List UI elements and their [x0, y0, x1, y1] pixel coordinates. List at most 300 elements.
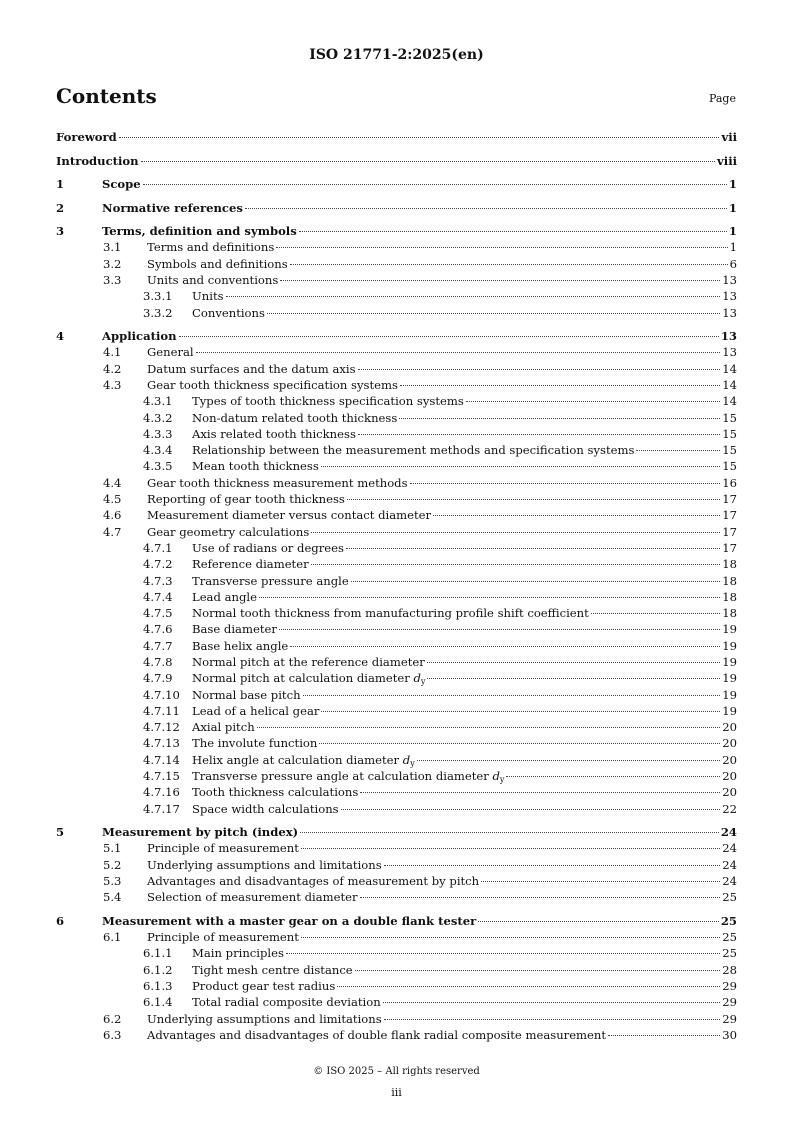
toc-entry-title [147, 858, 382, 872]
document-header: ISO 21771-2:2025(en) [309, 47, 484, 63]
toc-entry[interactable] [56, 963, 737, 979]
toc-entry-symbol-subscript: y [420, 677, 426, 686]
toc-entry[interactable] [56, 785, 737, 801]
toc-entry-number: 4.7.11 [143, 704, 180, 718]
toc-entry-page: 15 [722, 459, 737, 473]
toc-entry-title-text: Gear geometry calculations [147, 525, 310, 539]
toc-entry[interactable] [56, 979, 737, 995]
toc-entry-title-text: Normal tooth thickness from manufacturing profile shift coefficient [192, 606, 589, 620]
toc-entry-number: 4.7.7 [143, 639, 173, 653]
toc-entry-number: 4.7.8 [143, 655, 173, 669]
toc-entry-title [192, 622, 277, 636]
toc-entry-number: 4.2 [103, 362, 122, 376]
toc-entry-number: 4.3 [103, 378, 122, 392]
toc-entry-title [147, 492, 345, 506]
toc-entry-number: 4.7.14 [143, 753, 180, 767]
toc-entry-title-text: Lead of a helical gear [192, 704, 320, 718]
toc-entry-page: 25 [722, 890, 737, 904]
toc-leader-dots [279, 629, 720, 630]
toc-leader-dots [478, 921, 719, 922]
toc-entry-title-text: Helix angle at calculation diameter [192, 753, 400, 767]
toc-entry-title-text: Transverse pressure angle [192, 574, 349, 588]
toc-entry-title-text: Product gear test radius [192, 979, 336, 993]
toc-entry-title [102, 224, 297, 238]
toc-entry[interactable] [56, 362, 737, 378]
toc-entry[interactable] [56, 273, 737, 289]
toc-entry-title [147, 476, 408, 490]
toc-entry-title-text: Use of radians or degrees [192, 541, 344, 555]
toc-entry[interactable] [56, 443, 737, 459]
toc-entry-title-text: Advantages and disadvantages of double flank radial composite measurement [147, 1028, 607, 1042]
toc-entry-title-text: Tight mesh centre distance [192, 963, 353, 977]
toc-entry-number: 6.1.3 [143, 979, 173, 993]
toc-entry-number: 6.1.2 [143, 963, 173, 977]
toc-entry-title [192, 590, 257, 604]
toc-entry-page: 29 [722, 995, 737, 1009]
toc-entry-page: 29 [722, 979, 737, 993]
toc-entry[interactable] [56, 890, 737, 906]
copyright-notice: © ISO 2025 – All rights reserved [313, 1066, 480, 1077]
toc-entry-title [192, 995, 381, 1009]
toc-leader-dots [341, 809, 721, 810]
toc-entry-title [192, 541, 344, 555]
toc-leader-dots [196, 352, 721, 353]
toc-entry[interactable] [56, 930, 737, 946]
toc-leader-dots [347, 499, 720, 500]
toc-entry-title-text: The involute function [192, 736, 318, 750]
toc-leader-dots [427, 662, 720, 663]
toc-entry[interactable] [56, 720, 737, 736]
toc-entry-title [192, 785, 358, 799]
toc-leader-dots [355, 970, 721, 971]
toc-entry-title-text: Terms, definition and symbols [102, 224, 297, 238]
toc-entry-page: 24 [722, 858, 737, 872]
toc-entry-page: 17 [722, 541, 737, 555]
toc-leader-dots [319, 743, 720, 744]
toc-entry-page: 25 [720, 914, 737, 928]
toc-entry-page: 19 [722, 671, 737, 685]
toc-entry-number: 4.1 [103, 345, 122, 359]
toc-entry-title [192, 688, 301, 702]
toc-leader-dots [311, 564, 721, 565]
toc-entry-title-text: Axis related tooth thickness [192, 427, 356, 441]
toc-leader-dots [466, 401, 720, 402]
toc-entry-title-text: Transverse pressure angle at calculation diameter [192, 769, 489, 783]
toc-entry[interactable] [56, 841, 737, 857]
toc-entry-title [147, 525, 309, 539]
toc-leader-dots [337, 986, 720, 987]
toc-entry[interactable] [56, 736, 737, 752]
toc-leader-dots [321, 466, 720, 467]
toc-entry[interactable] [56, 240, 737, 256]
toc-entry-title-text: Reporting of gear tooth thickness [147, 492, 345, 506]
toc-leader-dots [259, 597, 720, 598]
toc-leader-dots [346, 548, 720, 549]
toc-entry-number: 5 [56, 825, 65, 839]
toc-entry-title [192, 606, 589, 620]
toc-leader-dots [384, 865, 721, 866]
toc-entry-title-text: Gear tooth thickness specification systems [147, 378, 398, 392]
toc-entry[interactable] [56, 492, 737, 508]
toc-entry-number: 4.7.1 [143, 541, 173, 555]
toc-entry-number: 4.7.16 [143, 785, 180, 799]
toc-entry[interactable] [56, 130, 737, 146]
toc-entry-number: 4.7.4 [143, 590, 173, 604]
toc-entry-title-text: Tooth thickness calculations [192, 785, 359, 799]
toc-entry-title [192, 459, 319, 473]
toc-entry-number: 4.7.6 [143, 622, 173, 636]
toc-entry-page: 19 [722, 704, 737, 718]
toc-entry-title-text: Datum surfaces and the datum axis [147, 362, 356, 376]
toc-entry-number: 3.1 [103, 240, 122, 254]
toc-entry[interactable] [56, 874, 737, 890]
toc-entry-page: 22 [722, 802, 737, 816]
toc-entry[interactable] [56, 1012, 737, 1028]
toc-entry-title [147, 240, 274, 254]
toc-entry-page: 18 [722, 574, 737, 588]
toc-entry-title-text: Mean tooth thickness [192, 459, 319, 473]
toc-entry[interactable] [56, 639, 737, 655]
toc-entry-number: 4.3.3 [143, 427, 173, 441]
toc-entry-number: 4.6 [103, 508, 122, 522]
toc-entry[interactable] [56, 914, 737, 930]
toc-entry-title-text: Introduction [56, 154, 139, 168]
toc-entry-number: 3.3.2 [143, 306, 173, 320]
toc-entry[interactable] [56, 525, 737, 541]
toc-entry[interactable] [56, 289, 737, 305]
toc-entry-title [192, 979, 335, 993]
toc-entry-title-text: Base diameter [192, 622, 277, 636]
toc-leader-dots [481, 881, 720, 882]
toc-entry-number: 4.5 [103, 492, 122, 506]
toc-entry-page: 1 [728, 201, 737, 215]
toc-entry-title-text: General [147, 345, 194, 359]
toc-entry-title [192, 655, 425, 669]
toc-entry[interactable] [56, 427, 737, 443]
toc-entry-title [102, 201, 243, 215]
toc-entry-title-text: Symbols and definitions [147, 257, 288, 271]
toc-entry-title [192, 289, 224, 303]
toc-entry-title-text: Reference diameter [192, 557, 309, 571]
toc-entry-number: 6.1 [103, 930, 122, 944]
toc-leader-dots [141, 161, 715, 162]
toc-entry-title [56, 130, 117, 144]
toc-leader-dots [119, 137, 720, 138]
toc-leader-dots [301, 848, 720, 849]
toc-leader-dots [351, 581, 721, 582]
toc-leader-dots [636, 450, 720, 451]
toc-entry-title [192, 769, 504, 784]
toc-leader-dots [358, 369, 721, 370]
toc-entry[interactable] [56, 655, 737, 671]
toc-entry-symbol-subscript: y [499, 775, 505, 784]
toc-entry-number: 4.7.2 [143, 557, 173, 571]
toc-leader-dots [384, 1019, 721, 1020]
toc-entry-page: 1 [728, 224, 737, 238]
toc-entry-title-text: Selection of measurement diameter [147, 890, 358, 904]
toc-entry-number: 4.7.17 [143, 802, 180, 816]
toc-entry-title-text: Scope [102, 177, 141, 191]
toc-entry[interactable] [56, 306, 737, 322]
toc-leader-dots [360, 792, 720, 793]
toc-entry-number: 3.3.1 [143, 289, 173, 303]
toc-entry[interactable] [56, 378, 737, 394]
toc-entry-title [192, 574, 349, 588]
toc-entry[interactable] [56, 257, 737, 273]
toc-entry-page: 20 [722, 753, 737, 767]
toc-entry-page: 30 [722, 1028, 737, 1042]
toc-entry[interactable] [56, 825, 737, 841]
toc-entry[interactable] [56, 201, 737, 217]
toc-entry-page: 24 [720, 825, 737, 839]
toc-entry-title-text: Measurement by pitch (index) [102, 825, 299, 839]
toc-entry-title-text: Gear tooth thickness measurement methods [147, 476, 408, 490]
toc-entry-title-text: Normal pitch at calculation diameter [192, 671, 410, 685]
toc-leader-dots [321, 711, 720, 712]
toc-entry-symbol: d [492, 769, 500, 783]
toc-entry-title [192, 427, 356, 441]
toc-leader-dots [286, 953, 720, 954]
toc-entry-title [192, 963, 353, 977]
toc-entry[interactable] [56, 345, 737, 361]
toc-entry-title [147, 508, 431, 522]
toc-entry-page: 28 [722, 963, 737, 977]
contents-title: Contents [56, 84, 157, 108]
toc-entry[interactable] [56, 995, 737, 1011]
toc-entry-title-text: Main principles [192, 946, 284, 960]
toc-leader-dots [299, 231, 727, 232]
toc-entry-number: 4.7.3 [143, 574, 173, 588]
toc-entry-page: 17 [722, 492, 737, 506]
toc-entry-title [192, 753, 415, 768]
toc-entry-number: 4.3.5 [143, 459, 173, 473]
toc-entry-title [147, 345, 194, 359]
toc-entry-page: 18 [722, 557, 737, 571]
toc-leader-dots [245, 208, 727, 209]
toc-entry-title-text: Types of tooth thickness specification systems [192, 394, 464, 408]
toc-entry-page: 15 [722, 427, 737, 441]
toc-entry-number: 4.7 [103, 525, 122, 539]
toc-entry-number: 4 [56, 329, 65, 343]
toc-entry-page: 13 [720, 329, 737, 343]
toc-entry-page: 14 [722, 378, 737, 392]
toc-entry-title [147, 362, 356, 376]
toc-entry[interactable] [56, 329, 737, 345]
toc-leader-dots [360, 897, 721, 898]
toc-entry-page: 19 [722, 622, 737, 636]
toc-entry-title-text: Foreword [56, 130, 117, 144]
toc-entry-title-text: Base helix angle [192, 639, 289, 653]
toc-entry-number: 3.3 [103, 273, 122, 287]
toc-entry-page: 19 [722, 688, 737, 702]
toc-entry-page: 13 [722, 306, 737, 320]
toc-leader-dots [427, 678, 720, 679]
toc-entry-number: 5.2 [103, 858, 122, 872]
toc-entry-number: 4.7.5 [143, 606, 173, 620]
toc-entry[interactable] [56, 411, 737, 427]
toc-entry-number: 5.4 [103, 890, 122, 904]
toc-entry[interactable] [56, 557, 737, 573]
toc-entry-number: 4.7.13 [143, 736, 180, 750]
toc-entry-title-text: Principle of measurement [147, 930, 299, 944]
toc-leader-dots [506, 776, 720, 777]
toc-entry[interactable] [56, 508, 737, 524]
toc-entry[interactable] [56, 769, 737, 785]
toc-entry-page: 20 [722, 736, 737, 750]
toc-entry-title-text: Underlying assumptions and limitations [147, 1012, 382, 1026]
toc-leader-dots [410, 483, 721, 484]
toc-entry[interactable] [56, 946, 737, 962]
toc-entry-title [192, 411, 397, 425]
toc-entry-title [192, 720, 255, 734]
toc-entry-page: 13 [722, 345, 737, 359]
toc-leader-dots [383, 1002, 721, 1003]
toc-entry-title [102, 329, 177, 343]
toc-entry[interactable] [56, 154, 737, 170]
toc-leader-dots [417, 760, 721, 761]
toc-entry-number: 3.2 [103, 257, 122, 271]
toc-entry-page: 15 [722, 411, 737, 425]
toc-entry[interactable] [56, 590, 737, 606]
toc-entry-page: 1 [728, 177, 737, 191]
toc-entry-title [192, 802, 339, 816]
toc-entry-page: vii [721, 130, 737, 144]
toc-entry-title-text: Units and conventions [147, 273, 279, 287]
toc-leader-dots [290, 264, 728, 265]
toc-leader-dots [358, 434, 720, 435]
toc-entry-page: 29 [722, 1012, 737, 1026]
toc-entry[interactable] [56, 224, 737, 240]
toc-entry-page: 13 [722, 289, 737, 303]
toc-entry[interactable] [56, 574, 737, 590]
toc-leader-dots [301, 937, 720, 938]
toc-entry-title [192, 639, 288, 653]
toc-entry-title [147, 890, 358, 904]
toc-entry[interactable] [56, 541, 737, 557]
toc-leader-dots [399, 418, 720, 419]
toc-entry[interactable] [56, 704, 737, 720]
toc-entry-page: 16 [722, 476, 737, 490]
toc-entry-page: 14 [722, 394, 737, 408]
toc-entry-page: 25 [722, 930, 737, 944]
toc-entry-title-text: Normal pitch at the reference diameter [192, 655, 425, 669]
toc-entry[interactable] [56, 622, 737, 638]
toc-leader-dots [400, 385, 720, 386]
toc-entry-page: 13 [722, 273, 737, 287]
toc-entry-title-text: Advantages and disadvantages of measurement by pitch [147, 874, 480, 888]
toc-entry-symbol: d [413, 671, 421, 685]
toc-entry-page: 18 [722, 590, 737, 604]
toc-entry-title [192, 704, 319, 718]
toc-entry-title-text: Axial pitch [192, 720, 255, 734]
toc-entry-title-text: Lead angle [192, 590, 257, 604]
toc-leader-dots [311, 532, 720, 533]
toc-entry-number: 5.1 [103, 841, 122, 855]
toc-entry-title [147, 257, 288, 271]
toc-entry-number: 6.1.4 [143, 995, 173, 1009]
toc-leader-dots [267, 313, 720, 314]
toc-entry-number: 3 [56, 224, 65, 238]
toc-entry-page: 17 [722, 525, 737, 539]
toc-entry-number: 4.7.9 [143, 671, 173, 685]
toc-entry-title [56, 154, 139, 168]
toc-entry-number: 6.3 [103, 1028, 122, 1042]
toc-leader-dots [179, 336, 719, 337]
toc-entry-title [192, 394, 464, 408]
toc-leader-dots [290, 646, 720, 647]
toc-entry-title-text: Principle of measurement [147, 841, 299, 855]
toc-entry-number: 2 [56, 201, 65, 215]
toc-leader-dots [276, 247, 727, 248]
toc-leader-dots [303, 695, 721, 696]
toc-entry[interactable] [56, 459, 737, 475]
toc-entry-page: 19 [722, 655, 737, 669]
toc-entry-title-text: Application [102, 329, 177, 343]
toc-entry-title [147, 841, 299, 855]
toc-entry-number: 4.7.12 [143, 720, 180, 734]
toc-entry-title-text: Normal base pitch [192, 688, 301, 702]
toc-entry-title-text: Underlying assumptions and limitations [147, 858, 382, 872]
toc-entry-number: 4.3.2 [143, 411, 173, 425]
toc-entry[interactable] [56, 688, 737, 704]
toc-entry-title [192, 671, 425, 686]
toc-entry-symbol: d [402, 753, 411, 767]
toc-entry[interactable] [56, 476, 737, 492]
toc-entry-number: 6 [56, 914, 65, 928]
toc-entry-title [147, 1012, 382, 1026]
toc-entry[interactable] [56, 802, 737, 818]
toc-entry[interactable] [56, 753, 737, 769]
toc-leader-dots [143, 184, 727, 185]
toc-entry-title [192, 736, 317, 750]
toc-entry[interactable] [56, 606, 737, 622]
toc-entry-number: 4.3.1 [143, 394, 173, 408]
toc-entry-symbol-subscript: y [410, 759, 415, 768]
toc-entry[interactable] [56, 671, 737, 687]
toc-entry-title [147, 1028, 606, 1042]
toc-entry-title [192, 306, 265, 320]
toc-entry-title-text: Space width calculations [192, 802, 339, 816]
toc-entry-title [192, 946, 284, 960]
toc-leader-dots [226, 296, 721, 297]
toc-leader-dots [608, 1035, 720, 1036]
toc-entry-page: 1 [729, 240, 737, 254]
toc-entry-page: 18 [722, 606, 737, 620]
toc-leader-dots [300, 832, 719, 833]
toc-entry-title-text: Measurement diameter versus contact diameter [147, 508, 432, 522]
toc-entry-title [147, 874, 479, 888]
toc-entry-page: 17 [722, 508, 737, 522]
toc-entry-number: 6.2 [103, 1012, 122, 1026]
toc-entry-page: 24 [722, 841, 737, 855]
toc-entry-title [147, 930, 299, 944]
toc-entry[interactable] [56, 177, 737, 193]
toc-entry-number: 4.4 [103, 476, 122, 490]
toc-entry[interactable] [56, 1028, 737, 1044]
toc-entry-title-text: Conventions [192, 306, 265, 320]
page-number: iii [391, 1086, 402, 1099]
toc-entry-page: viii [717, 154, 737, 168]
page-column-label: Page [708, 92, 736, 105]
toc-entry-number: 4.7.15 [143, 769, 180, 783]
toc-entry-title [102, 825, 298, 839]
toc-entry[interactable] [56, 394, 737, 410]
toc-entry[interactable] [56, 858, 737, 874]
toc-entry-title [147, 273, 278, 287]
toc-entry-title-text: Non-datum related tooth thickness [192, 411, 398, 425]
toc-entry-title [102, 177, 141, 191]
toc-leader-dots [257, 727, 721, 728]
